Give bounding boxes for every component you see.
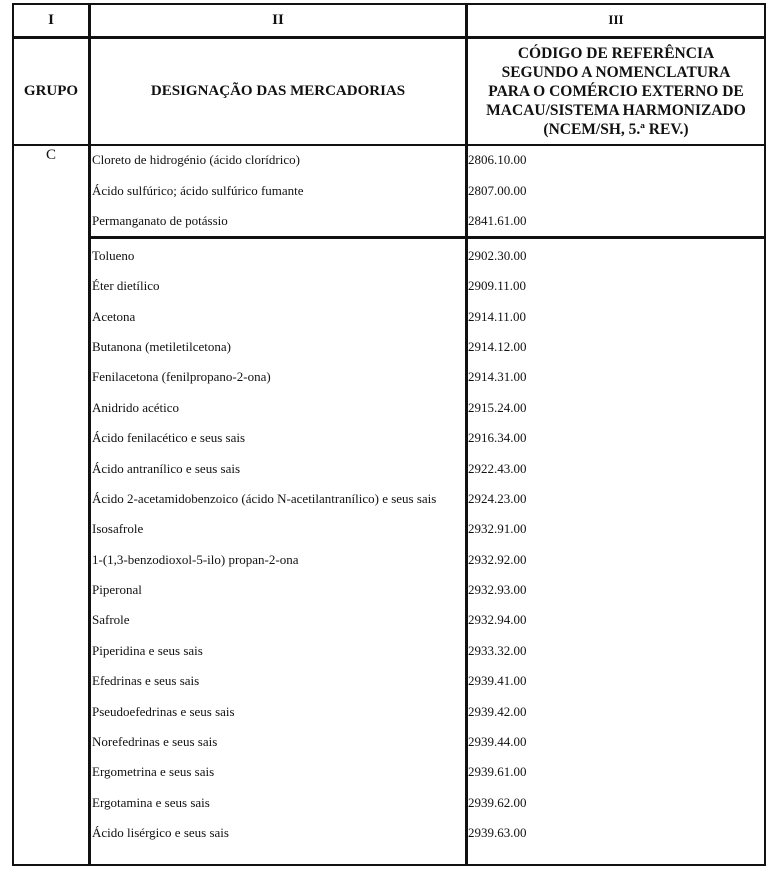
item-code: 2932.93.00 [468, 582, 527, 598]
code-header-line: SEGUNDO A NOMENCLATURA [501, 64, 731, 81]
item-name: Ácido fenilacético e seus sais [92, 430, 246, 446]
item-code: 2939.42.00 [468, 703, 527, 719]
item-name: Isosafrole [92, 521, 144, 537]
item-name: Ácido antranílico e seus sais [92, 460, 241, 476]
table-border-bottom [12, 864, 766, 866]
item-name: Butanona (metiletilcetona) [92, 339, 231, 355]
item-code: 2914.31.00 [468, 369, 527, 385]
item-code: 2939.41.00 [468, 673, 527, 689]
item-name: Fenilacetona (fenilpropano-2-ona) [92, 369, 271, 385]
item-code: 2922.43.00 [468, 460, 527, 476]
column-number-3: III [608, 12, 624, 27]
item-code: 2939.63.00 [468, 825, 527, 841]
item-name: 1-(1,3-benzodioxol-5-ilo) propan-2-ona [92, 551, 299, 567]
column-header-designation: DESIGNAÇÃO DAS MERCADORIAS [150, 83, 406, 99]
header-divider-1 [12, 36, 766, 39]
item-name: Safrole [92, 612, 130, 628]
code-header-line: PARA O COMÉRCIO EXTERNO DE [488, 83, 744, 100]
item-code: 2915.24.00 [468, 399, 527, 415]
table-border-top [12, 3, 766, 5]
item-name: Cloreto de hidrogénio (ácido clorídrico) [92, 152, 300, 167]
table-border-left [12, 3, 14, 866]
item-name: Ácido lisérgico e seus sais [92, 825, 229, 841]
item-name: Piperonal [92, 582, 142, 598]
item-code: 2924.23.00 [468, 490, 527, 506]
item-name: Permanganato de potássio [92, 213, 228, 228]
item-name: Anidrido acético [92, 399, 179, 415]
item-code: 2933.32.00 [468, 642, 527, 658]
item-name: Ácido 2-acetamidobenzoico (ácido N-acetilantranílico) e seus sais [92, 490, 437, 506]
item-name: Ergometrina e seus sais [92, 764, 215, 780]
column-header-group: GRUPO [23, 83, 79, 99]
column-number-2: II [272, 12, 284, 28]
code-header-line: (NCEM/SH, 5.ª REV.) [543, 121, 689, 138]
item-code: 2914.12.00 [468, 339, 527, 355]
item-code: 2914.11.00 [468, 308, 527, 324]
item-name: Acetona [92, 308, 136, 324]
item-code: 2932.94.00 [468, 612, 527, 628]
item-name: Éter dietílico [92, 278, 160, 294]
item-name: Tolueno [92, 248, 135, 263]
item-code: 2939.62.00 [468, 794, 527, 810]
item-name: Pseudoefedrinas e seus sais [92, 703, 235, 719]
item-name: Norefedrinas e seus sais [92, 733, 218, 749]
item-code: 2939.61.00 [468, 764, 527, 780]
table-border-right [764, 3, 766, 866]
item-code: 2841.61.00 [468, 213, 527, 228]
column-header-code [468, 44, 764, 139]
item-name: Ergotamina e seus sais [92, 794, 210, 810]
item-code: 2932.92.00 [468, 551, 527, 567]
item-code: 2807.00.00 [468, 182, 527, 198]
item-code: 2902.30.00 [468, 248, 527, 263]
group-letter: C [45, 147, 56, 163]
section-divider [89, 236, 766, 239]
item-code: 2932.91.00 [468, 521, 527, 537]
header-divider-2 [12, 144, 766, 146]
item-name: Ácido sulfúrico; ácido sulfúrico fumante [92, 182, 304, 198]
item-name: Efedrinas e seus sais [92, 673, 200, 689]
code-header-line: CÓDIGO DE REFERÊNCIA [517, 45, 715, 62]
item-code: 2909.11.00 [468, 278, 527, 294]
item-code: 2916.34.00 [468, 430, 527, 446]
column-divider-1 [88, 3, 91, 866]
item-code: 2939.44.00 [468, 733, 527, 749]
item-code: 2806.10.00 [468, 152, 527, 167]
item-name: Piperidina e seus sais [92, 642, 203, 658]
code-header-line: MACAU/SISTEMA HARMONIZADO [486, 102, 746, 119]
column-number-1: I [48, 12, 54, 28]
